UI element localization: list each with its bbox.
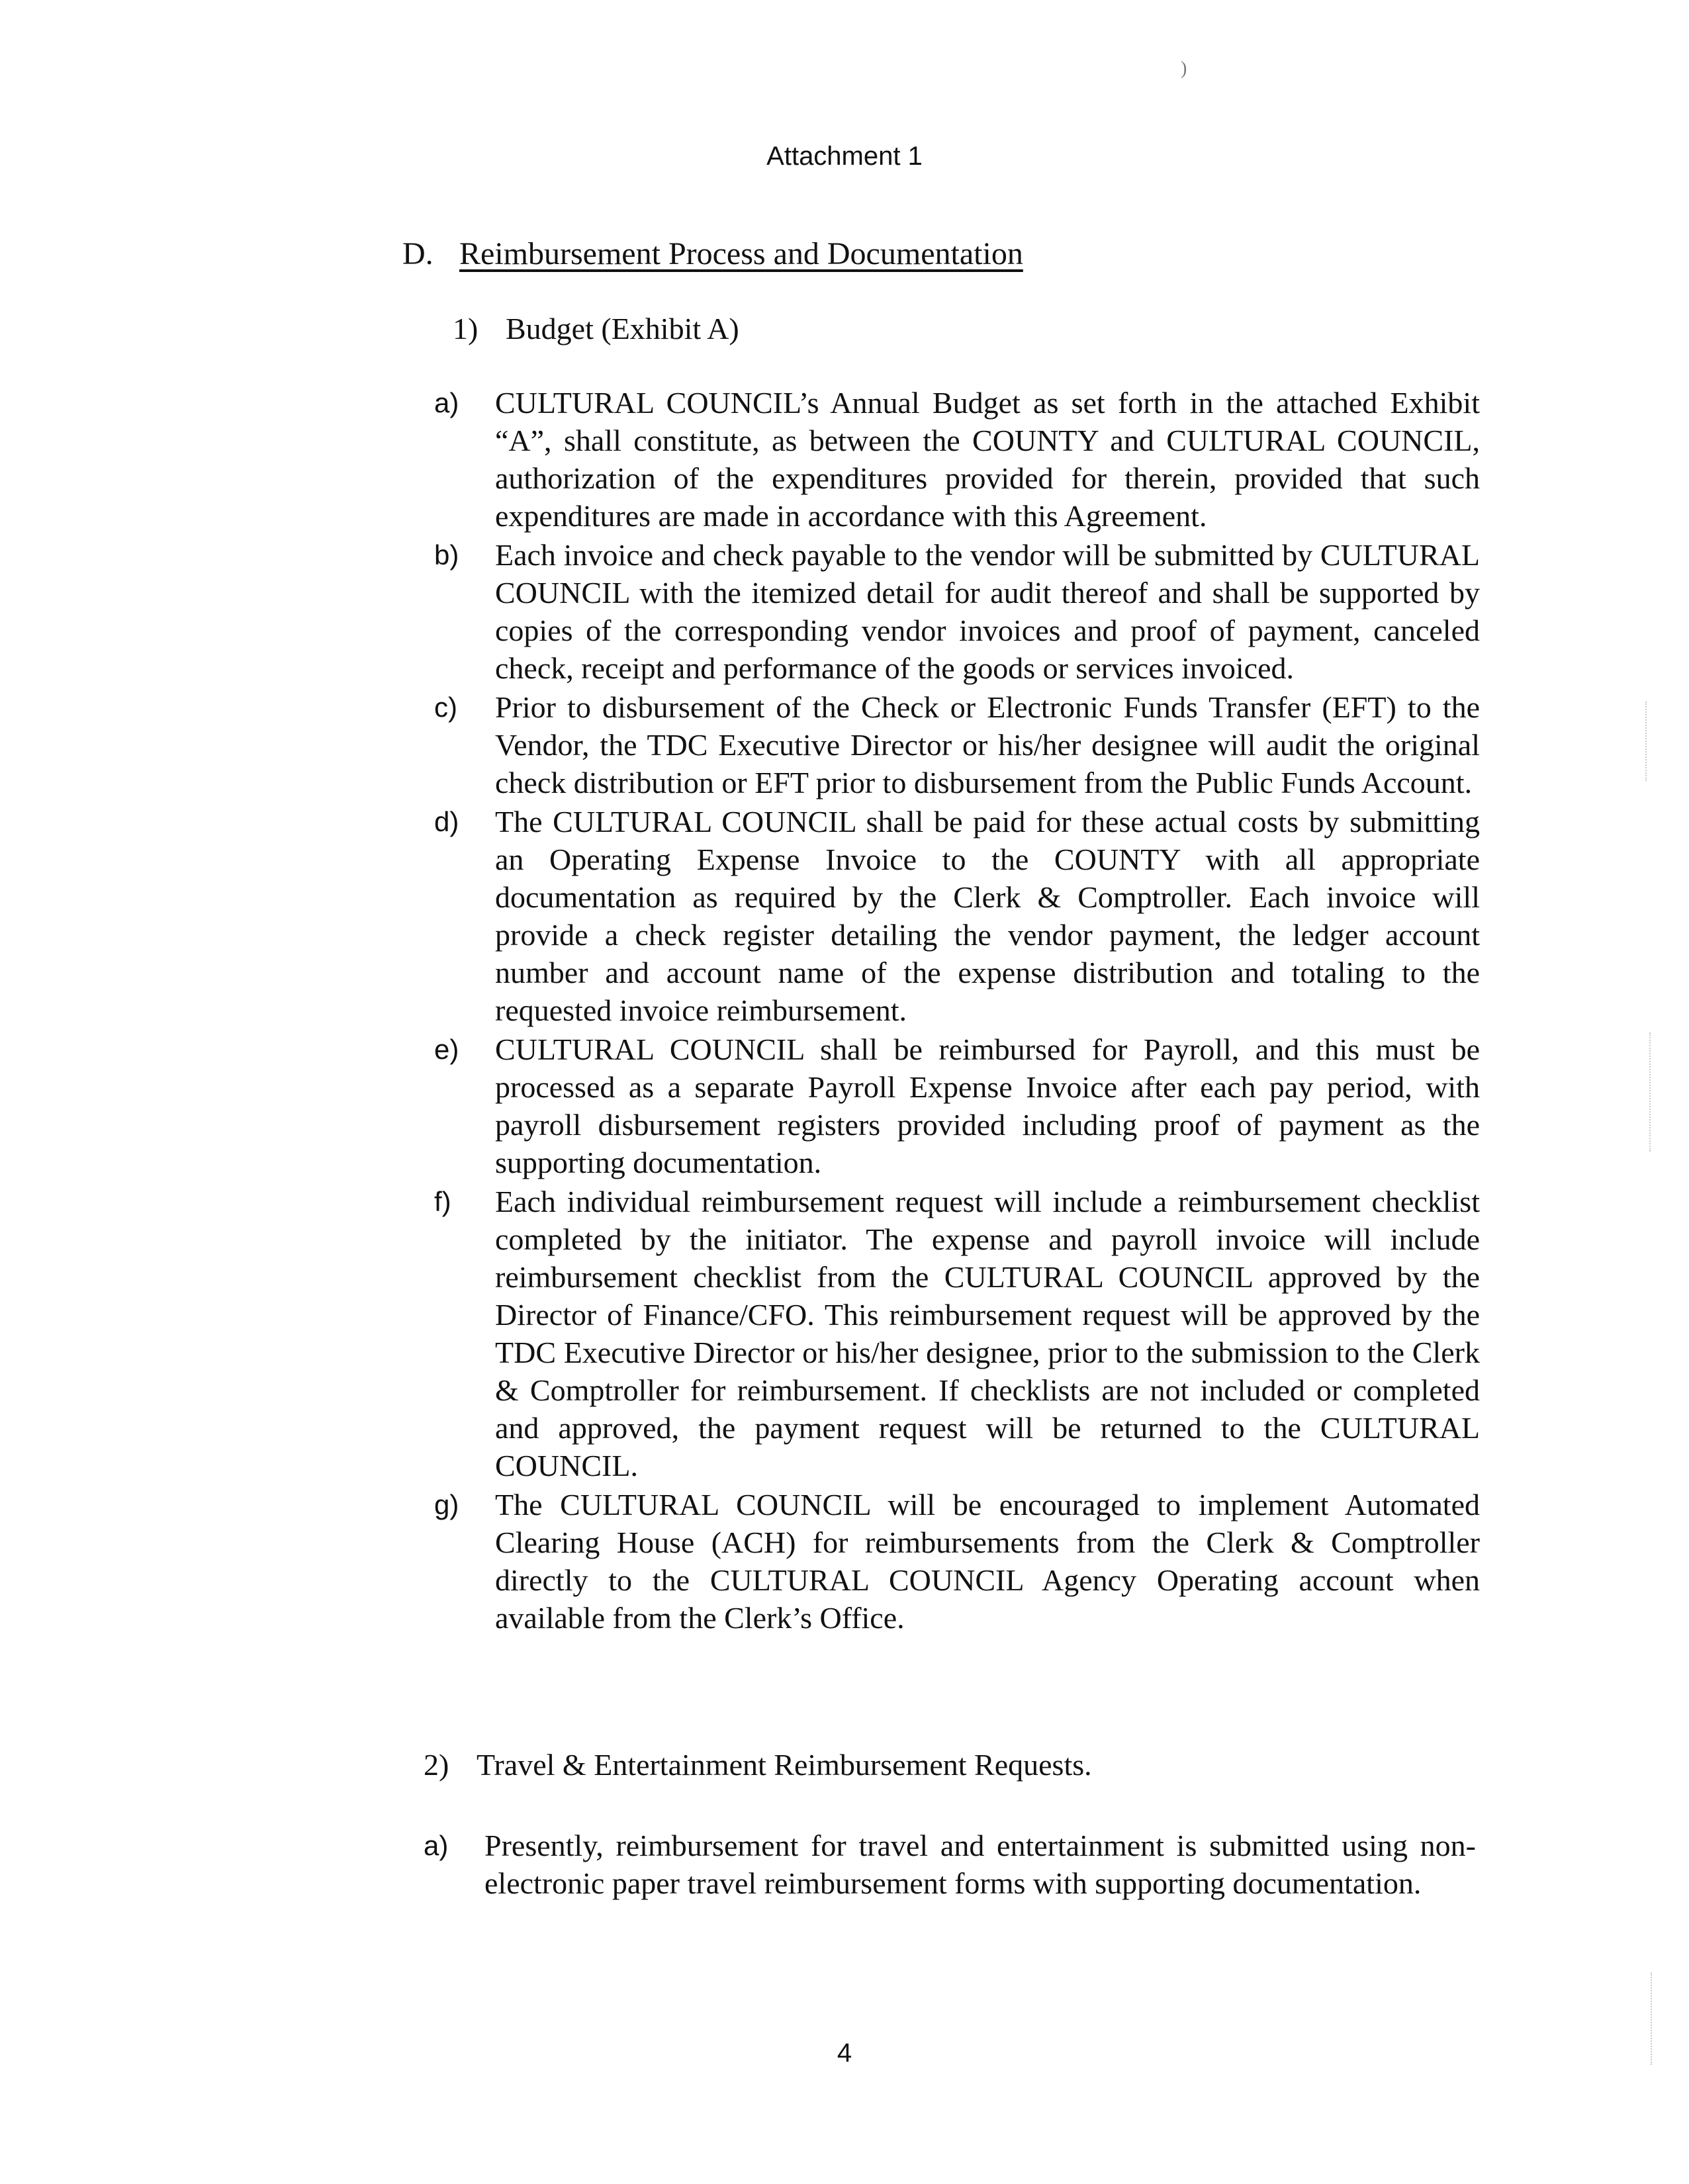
- list-item-label: f): [434, 1186, 451, 1217]
- list-item-label: a): [434, 387, 459, 418]
- list-item: [434, 384, 1480, 535]
- list-item-text: Presently, reimbursement for travel and entertainment is submitted using non-electronic paper travel reimbursement forms with supporting documentation.: [484, 1829, 1476, 1900]
- list-item-text: Each individual reimbursement request will include a reimbursement checklist completed by the initiator. The expense and payroll invoice will include reimbursement checklist from the CULTURAL COUNCIL approved by the Director of Finance/CFO. This reimbursement request will be approved by the TDC Executive Director or his/her designee, prior to the submission to the Clerk & Comptroller for reimbursement. If checklists are not included or completed and approved, the payment request will be returned to the CULTURAL COUNCIL.: [495, 1185, 1480, 1482]
- list-item: [424, 1827, 1476, 1902]
- scan-artifact: [1649, 1032, 1656, 1152]
- list-item: [434, 1183, 1480, 1484]
- list-item: [434, 1030, 1480, 1181]
- subsection-2-title: Travel & Entertainment Reimbursement Requests.: [477, 1748, 1092, 1782]
- scan-mark: ): [1181, 58, 1187, 79]
- subsection-2-list: [424, 1827, 1476, 1903]
- list-item-text: The CULTURAL COUNCIL will be encouraged to implement Automated Clearing House (ACH) for reimbursements from the Clerk & Comptroller directly to the CULTURAL COUNCIL Agency Operating account when available from the Clerk’s Office.: [495, 1488, 1480, 1635]
- scan-artifact: [1645, 702, 1652, 781]
- section-letter: D.: [402, 236, 434, 271]
- list-item: [434, 1486, 1480, 1637]
- list-item-label: g): [434, 1489, 459, 1520]
- scan-artifact: [1651, 1972, 1657, 2065]
- list-item-text: The CULTURAL COUNCIL shall be paid for these actual costs by submitting an Operating Expense Invoice to the COUNTY with all appropriate documentation as required by the Clerk & Comptroller. Each invoice will provide a check register detailing the vendor payment, the ledger account number and account name of the expense distribution and totaling to the requested invoice reimbursement.: [495, 805, 1480, 1027]
- list-item-text: CULTURAL COUNCIL’s Annual Budget as set forth in the attached Exhibit “A”, shall constitute, as between the COUNTY and CULTURAL COUNCIL, authorization of the expenditures provided for therein, provided that such expenditures are made in accordance with this Agreement.: [495, 386, 1480, 533]
- subsection-1-number: 1): [453, 312, 479, 345]
- attachment-heading: Attachment 1: [766, 142, 923, 171]
- list-item-label: a): [424, 1830, 449, 1861]
- page-number: 4: [837, 2038, 852, 2068]
- list-item-text: Each invoice and check payable to the vendor will be submitted by CULTURAL COUNCIL with the itemized detail for audit thereof and shall be supported by copies of the corresponding vendor invoices and proof of payment, canceled check, receipt and performance of the goods or services invoiced.: [495, 538, 1480, 685]
- list-item-label: c): [434, 692, 457, 723]
- subsection-1-title: Budget (Exhibit A): [506, 312, 739, 345]
- section-title: Reimbursement Process and Documentation: [459, 236, 1023, 271]
- list-item-label: d): [434, 806, 459, 837]
- subsection-2-number: 2): [424, 1748, 449, 1782]
- list-item: [434, 536, 1480, 687]
- list-item-label: b): [434, 539, 459, 570]
- list-item-text: CULTURAL COUNCIL shall be reimbursed for Payroll, and this must be processed as a separate Payroll Expense Invoice after each pay period, with payroll disbursement registers provided including proof of payment as the supporting documentation.: [495, 1032, 1480, 1179]
- section-heading: [402, 236, 1023, 272]
- list-item-text: Prior to disbursement of the Check or Electronic Funds Transfer (EFT) to the Vendor, the TDC Executive Director or his/her designee will audit the original check distribution or EFT prior to disbursement from the Public Funds Account.: [495, 690, 1480, 799]
- list-item: [434, 803, 1480, 1029]
- subsection-1-heading: [453, 311, 739, 346]
- list-item: [434, 688, 1480, 801]
- subsection-1-list: [434, 384, 1480, 1638]
- subsection-2-heading: [424, 1747, 1092, 1782]
- list-item-label: e): [434, 1034, 459, 1065]
